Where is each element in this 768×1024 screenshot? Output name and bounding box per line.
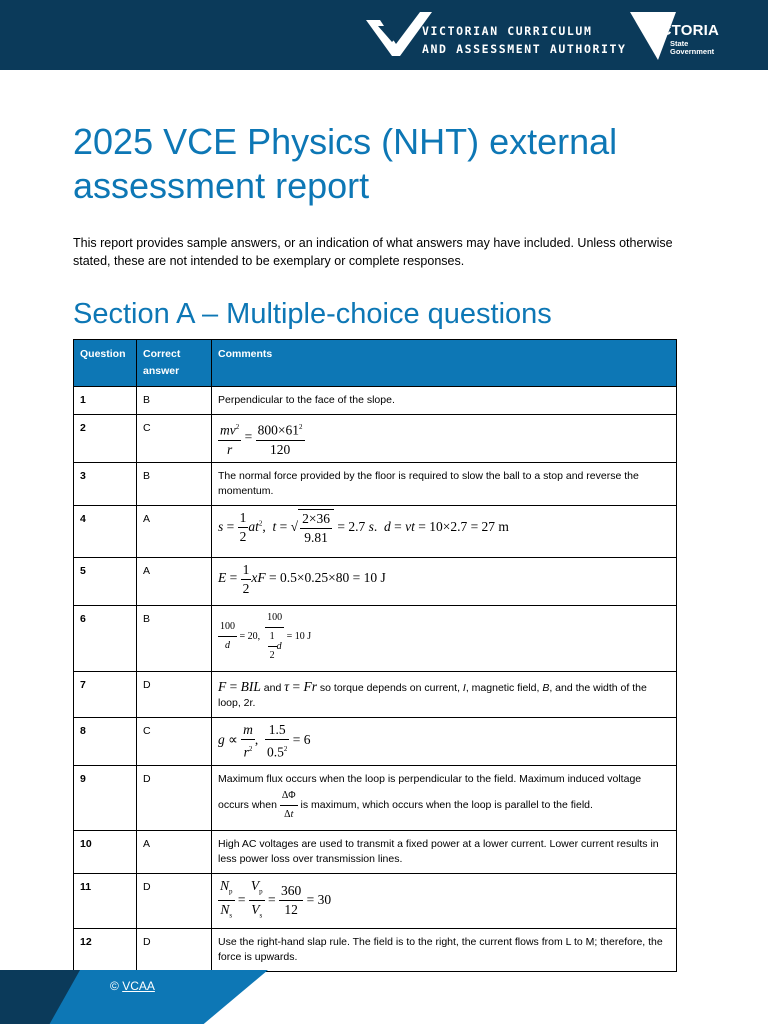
correct-answer: C xyxy=(137,415,212,463)
footer-copyright xyxy=(110,979,155,993)
header-correct-answer: Correct answer xyxy=(137,340,212,387)
comment: Use the right-hand slap rule. The field is to the right, the current flows from L to M; therefore, the force is upwards. xyxy=(212,928,677,971)
comment-equation xyxy=(212,717,677,765)
vcaa-link[interactable]: VCAA xyxy=(122,979,155,993)
intro-paragraph: This report provides sample answers, or an indication of what answers may have included. Unless otherwise stated, these are not intended to be exemplary or complete responses. xyxy=(73,236,673,268)
comment-equation xyxy=(212,605,677,671)
table-row xyxy=(74,717,677,765)
table-row xyxy=(74,557,677,605)
table-row xyxy=(74,873,677,928)
question-number: 4 xyxy=(74,505,137,557)
equation: s = $\frac{1}{2}$ $at^2$, t = √ $\frac{2\times 36}{9.81}$ = 2.7 s. d = vt = 10×2.7 = 27 m xyxy=(218,510,509,545)
question-number: 9 xyxy=(74,765,137,830)
correct-answer: D xyxy=(137,765,212,830)
table-row xyxy=(74,415,677,463)
comment-mixed xyxy=(212,671,677,717)
correct-answer: B xyxy=(137,605,212,671)
correct-answer: D xyxy=(137,873,212,928)
vcaa-line-1: VICTORIAN CURRICULUM xyxy=(422,24,593,38)
equation: g ∝ $\frac{m}{r^2}$ , $\frac{1.5}{0.5^2}$ = 6 xyxy=(218,721,311,759)
comment-text: is maximum, which occurs when the loop is parallel to the field. xyxy=(300,798,593,811)
question-number: 6 xyxy=(74,605,137,671)
comment-text: so torque depends on current, xyxy=(319,681,460,694)
equation: $\frac{mv^2}{r}$ = $\frac{800\times 61^2}{120}$ xyxy=(218,429,305,444)
section-title: Section A – Multiple-choice questions xyxy=(73,298,552,330)
comment-text: and xyxy=(263,681,282,694)
question-number: 2 xyxy=(74,415,137,463)
comment-text: Maximum flux occurs when the loop is perpendicular to the field. Maximum induced voltage xyxy=(218,772,642,785)
header-banner xyxy=(0,0,768,70)
comment-equation xyxy=(212,505,677,557)
vcaa-wordmark xyxy=(422,22,627,58)
table-header-row xyxy=(74,340,677,387)
equation: τ = Fr xyxy=(284,678,317,694)
comment: Perpendicular to the face of the slope. xyxy=(212,387,677,415)
table-row xyxy=(74,387,677,415)
comment-symbol: B xyxy=(542,681,550,694)
victoria-subtitle xyxy=(670,40,714,56)
table-row xyxy=(74,462,677,505)
comment-equation xyxy=(212,415,677,463)
answers-table xyxy=(73,339,677,972)
correct-answer: B xyxy=(137,387,212,415)
comment-symbol: I xyxy=(462,681,466,694)
header-comments: Comments xyxy=(212,340,677,387)
page-title: 2025 VCE Physics (NHT) external assessment report xyxy=(73,121,618,206)
table-row xyxy=(74,928,677,971)
victoria-wordmark: VICTORIA xyxy=(646,22,719,39)
comment-text: occurs when xyxy=(218,798,277,811)
comment-text: , and the width of the loop, 2r. xyxy=(218,681,647,709)
question-number: 7 xyxy=(74,671,137,717)
comment-text: , magnetic field, xyxy=(465,681,540,694)
question-number: 8 xyxy=(74,717,137,765)
correct-answer: B xyxy=(137,462,212,505)
correct-answer: A xyxy=(137,505,212,557)
correct-answer: D xyxy=(137,671,212,717)
equation: $\frac{N_p}{N_s}$ = $\frac{V_p}{V_s}$ = $\frac{360}{12}$ = 30 xyxy=(220,877,332,920)
vic-sub-government: Government xyxy=(670,47,715,56)
vic-sub-state: State xyxy=(670,39,689,48)
equation: $\frac{100}{d}$ = 20, 100 $\frac{1}{2}$ d = 10 J xyxy=(218,631,311,642)
question-number: 1 xyxy=(74,387,137,415)
comment-mixed xyxy=(212,765,677,830)
question-number: 10 xyxy=(74,830,137,873)
table-row xyxy=(74,830,677,873)
correct-answer: A xyxy=(137,830,212,873)
question-number: 12 xyxy=(74,928,137,971)
question-number: 5 xyxy=(74,557,137,605)
vcaa-line-2: AND ASSESSMENT AUTHORITY xyxy=(422,42,627,56)
comment-equation xyxy=(212,873,677,928)
equation: $\frac{\Delta\Phi}{\Delta t}$ xyxy=(280,799,298,810)
question-number: 3 xyxy=(74,462,137,505)
comment: High AC voltages are used to transmit a fixed power at a lower current. Lower current results in less power loss over transmission lines. xyxy=(212,830,677,873)
comment: The normal force provided by the floor is required to slow the ball to a stop and reverse the momentum. xyxy=(212,462,677,505)
copyright-symbol: © xyxy=(110,979,119,993)
correct-answer: C xyxy=(137,717,212,765)
table-row xyxy=(74,765,677,830)
equation: F = BIL xyxy=(218,678,261,694)
table-row xyxy=(74,505,677,557)
table-row xyxy=(74,605,677,671)
correct-answer: A xyxy=(137,557,212,605)
equation: E = $\frac{1}{2}$ xF = 0.5×0.25×80 = 10 J xyxy=(218,561,386,596)
question-number: 11 xyxy=(74,873,137,928)
correct-answer: D xyxy=(137,928,212,971)
header-question: Question xyxy=(74,340,137,387)
table-row xyxy=(74,671,677,717)
comment-equation xyxy=(212,557,677,605)
